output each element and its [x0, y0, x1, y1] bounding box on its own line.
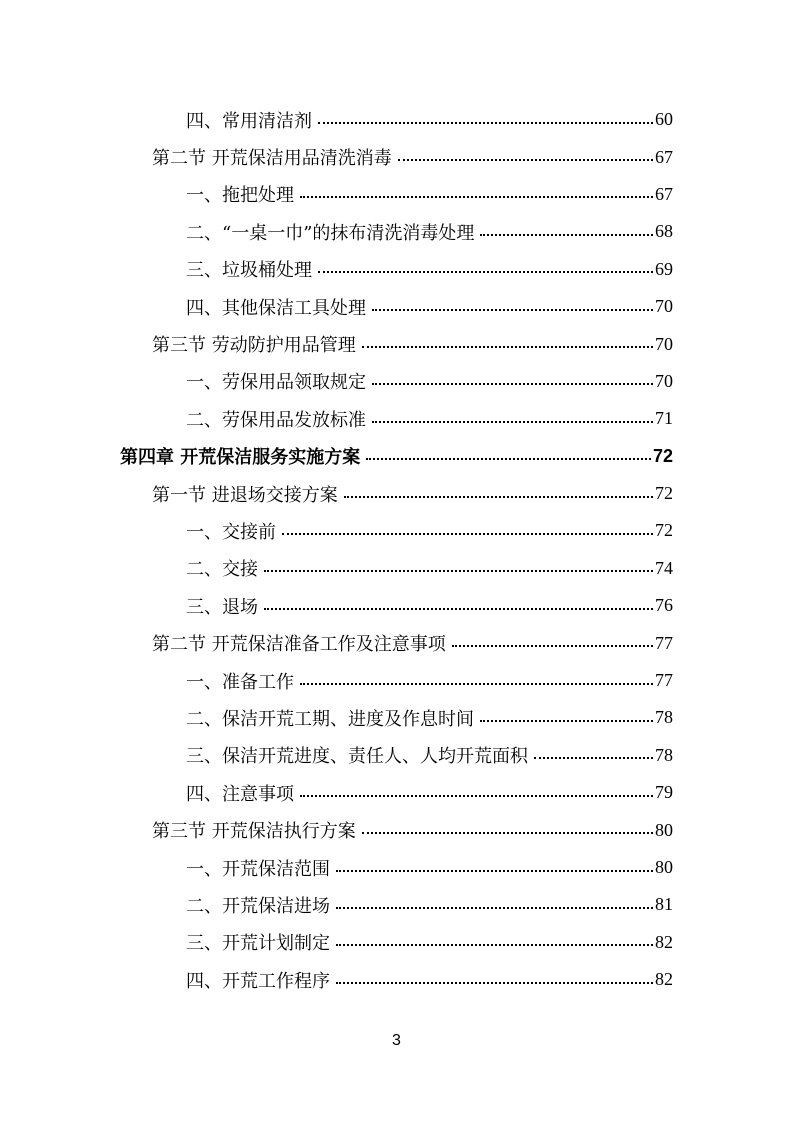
toc-entry[interactable]: [0, 325, 793, 362]
toc-entry-title: 一、准备工作: [186, 671, 294, 693]
toc-entry-page: 60: [655, 109, 673, 130]
toc-entry-page: 68: [655, 221, 673, 242]
toc-entry-page: 80: [655, 819, 673, 840]
toc-entry-page: 78: [655, 707, 673, 728]
toc-entry-title: 第三节 劳动防护用品管理: [152, 335, 356, 357]
toc-chapter-entry[interactable]: [0, 438, 793, 475]
toc-entry-title: 二、“一桌一巾”的抹布清洗消毒处理: [186, 222, 475, 244]
toc-entry[interactable]: [0, 924, 793, 961]
dot-leader: [282, 533, 653, 535]
toc-entry[interactable]: [0, 811, 793, 848]
toc-entry-page: 74: [655, 557, 673, 578]
dot-leader: [372, 383, 653, 385]
toc-entry-title: 第二节 开荒保洁准备工作及注意事项: [152, 634, 446, 656]
toc-entry-page: 77: [655, 632, 673, 653]
toc-entry[interactable]: [0, 550, 793, 587]
toc-entry-title: 三、退场: [186, 596, 258, 618]
toc-entry-title: 第四章 开荒保洁服务实施方案: [120, 447, 361, 469]
dot-leader: [300, 683, 653, 685]
toc-entry-page: 70: [655, 333, 673, 354]
dot-leader: [372, 309, 653, 311]
dot-leader: [264, 608, 653, 610]
dot-leader: [318, 122, 653, 124]
toc-entry-title: 三、保洁开荒进度、责任人、人均开荒面积: [186, 746, 528, 768]
toc-entry[interactable]: [0, 849, 793, 886]
dot-leader: [372, 421, 653, 423]
dot-leader: [480, 720, 653, 722]
toc-entry-page: 72: [655, 520, 673, 541]
toc-entry[interactable]: [0, 512, 793, 549]
dot-leader: [336, 870, 653, 872]
dot-leader: [366, 458, 651, 460]
toc-entry-title: 二、开荒保洁进场: [186, 895, 330, 917]
toc-entry-title: 四、其他保洁工具处理: [186, 297, 366, 319]
toc-entry-page: 76: [655, 595, 673, 616]
toc-entry[interactable]: [0, 774, 793, 811]
toc-entry-title: 三、垃圾桶处理: [186, 260, 312, 282]
dot-leader: [452, 645, 653, 647]
toc-entry[interactable]: [0, 288, 793, 325]
toc-entry[interactable]: [0, 251, 793, 288]
toc-entry-page: 72: [655, 483, 673, 504]
toc-entry[interactable]: [0, 363, 793, 400]
toc-entry-title: 一、开荒保洁范围: [186, 858, 330, 880]
toc-entry-page: 78: [655, 744, 673, 765]
toc-entry-page: 72: [652, 445, 673, 466]
toc-entry-page: 77: [655, 670, 673, 691]
toc-entry-page: 79: [655, 782, 673, 803]
dot-leader: [480, 234, 653, 236]
toc-entry-title: 一、交接前: [186, 521, 276, 543]
dot-leader: [336, 944, 653, 946]
table-of-contents: [0, 101, 793, 998]
toc-entry-title: 三、开荒计划制定: [186, 933, 330, 955]
dot-leader: [534, 757, 653, 759]
toc-entry-title: 二、劳保用品发放标准: [186, 409, 366, 431]
toc-entry[interactable]: [0, 138, 793, 175]
toc-entry-title: 一、劳保用品领取规定: [186, 372, 366, 394]
dot-leader: [344, 496, 653, 498]
toc-entry-page: 69: [655, 258, 673, 279]
toc-entry-page: 82: [655, 931, 673, 952]
toc-entry[interactable]: [0, 961, 793, 998]
toc-entry-page: 67: [655, 146, 673, 167]
dot-leader: [362, 346, 653, 348]
toc-entry-page: 70: [655, 370, 673, 391]
dot-leader: [336, 982, 653, 984]
toc-entry[interactable]: [0, 662, 793, 699]
toc-entry[interactable]: [0, 213, 793, 250]
dot-leader: [362, 832, 653, 834]
toc-entry[interactable]: [0, 176, 793, 213]
toc-entry[interactable]: [0, 101, 793, 138]
toc-entry-title: 第二节 开荒保洁用品清洗消毒: [152, 148, 392, 170]
dot-leader: [318, 271, 653, 273]
toc-entry-page: 67: [655, 183, 673, 204]
toc-entry-title: 二、保洁开荒工期、进度及作息时间: [186, 708, 474, 730]
toc-entry-page: 82: [655, 969, 673, 990]
toc-entry-title: 一、拖把处理: [186, 185, 294, 207]
toc-entry-page: 71: [655, 408, 673, 429]
dot-leader: [398, 159, 653, 161]
toc-entry-page: 80: [655, 857, 673, 877]
toc-entry-title: 第三节 开荒保洁执行方案: [152, 821, 356, 843]
dot-leader: [336, 907, 653, 909]
toc-entry-title: 二、交接: [186, 559, 258, 581]
toc-entry-page: 81: [655, 894, 673, 915]
toc-entry[interactable]: [0, 587, 793, 624]
toc-entry-title: 四、注意事项: [186, 783, 294, 805]
dot-leader: [264, 570, 653, 572]
toc-entry[interactable]: [0, 699, 793, 736]
page-number: 3: [392, 1032, 401, 1049]
dot-leader: [300, 795, 653, 797]
toc-entry-title: 第一节 进退场交接方案: [152, 484, 338, 506]
dot-leader: [300, 196, 653, 198]
toc-entry[interactable]: [0, 737, 793, 774]
toc-entry[interactable]: [0, 624, 793, 661]
toc-entry[interactable]: [0, 400, 793, 437]
toc-entry-page: 70: [655, 296, 673, 317]
toc-entry-title: 四、开荒工作程序: [186, 970, 330, 992]
toc-entry-title: 四、常用清洁剂: [186, 110, 312, 132]
toc-entry[interactable]: [0, 475, 793, 512]
toc-entry[interactable]: [0, 886, 793, 923]
